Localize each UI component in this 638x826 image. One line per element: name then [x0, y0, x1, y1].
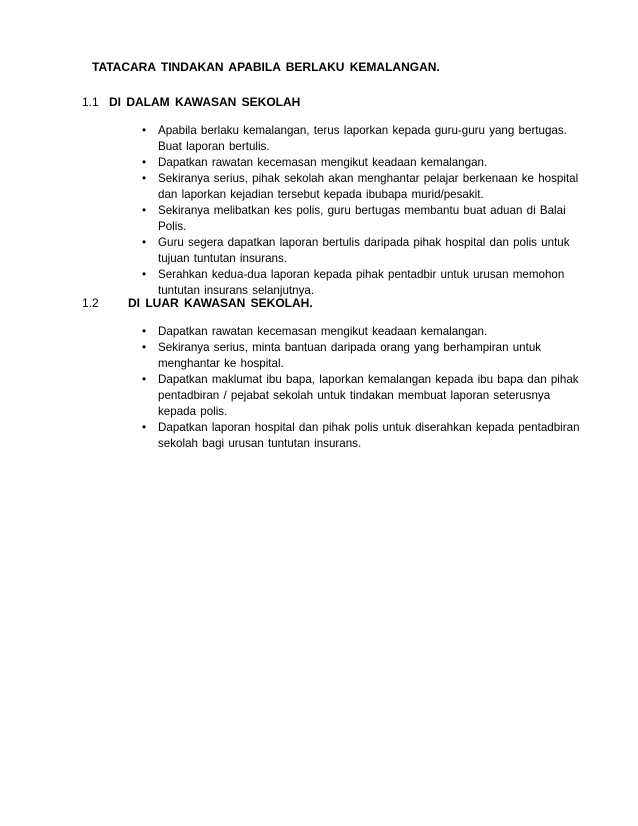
- list-item: [140, 203, 580, 235]
- bullet-icon: •: [142, 172, 147, 185]
- list-item-text: Serahkan kedua-dua laporan kepada pihak pentadbir untuk urusan memohon tuntutan insurans selanjutnya.: [158, 268, 565, 297]
- list-item-text: Dapatkan rawatan kecemasan mengikut keadaan kemalangan.: [158, 325, 488, 338]
- list-item: [140, 235, 580, 267]
- list-item: [140, 324, 580, 340]
- document-title: TATACARA TINDAKAN APABILA BERLAKU KEMALANGAN.: [92, 60, 440, 74]
- bullet-icon: •: [142, 236, 147, 249]
- section-number: 1.2: [82, 296, 99, 310]
- section-number: 1.1: [82, 95, 99, 109]
- list-item: [140, 171, 580, 203]
- list-item: [140, 340, 580, 372]
- list-item-text: Dapatkan rawatan kecemasan mengikut keadaan kemalangan.: [158, 156, 488, 169]
- bullet-list-1-1: [140, 123, 580, 299]
- list-item: [140, 155, 580, 171]
- list-item: [140, 372, 580, 420]
- list-item: [140, 267, 580, 299]
- section-title: DI DALAM KAWASAN SEKOLAH: [109, 95, 301, 109]
- bullet-icon: •: [142, 421, 147, 434]
- bullet-icon: •: [142, 204, 147, 217]
- list-item-text: Sekiranya serius, minta bantuan daripada orang yang berhampiran untuk menghantar ke hospital.: [158, 341, 542, 370]
- list-item-text: Sekiranya melibatkan kes polis, guru bertugas membantu buat aduan di Balai Polis.: [158, 204, 566, 233]
- list-item: [140, 123, 580, 155]
- list-item-text: Sekiranya serius, pihak sekolah akan menghantar pelajar berkenaan ke hospital dan laporkan kejadian tersebut kepada ibubapa murid/pesakit.: [158, 172, 579, 201]
- bullet-icon: •: [142, 124, 147, 137]
- list-item: [140, 420, 580, 452]
- bullet-icon: •: [142, 341, 147, 354]
- section-title: DI LUAR KAWASAN SEKOLAH.: [128, 296, 313, 310]
- list-item-text: Guru segera dapatkan laporan bertulis daripada pihak hospital dan polis untuk tujuan tuntutan insurans.: [158, 236, 570, 265]
- bullet-icon: •: [142, 373, 147, 386]
- list-item-text: Dapatkan maklumat ibu bapa, laporkan kemalangan kepada ibu bapa dan pihak pentadbiran / pejabat sekolah untuk tindakan membuat laporan seterusnya kepada polis.: [158, 373, 579, 418]
- list-item-text: Dapatkan laporan hospital dan pihak polis untuk diserahkan kepada pentadbiran sekolah bagi urusan tuntutan insurans.: [158, 421, 580, 450]
- bullet-list-1-2: [140, 324, 580, 452]
- bullet-icon: •: [142, 156, 147, 169]
- bullet-icon: •: [142, 325, 147, 338]
- bullet-icon: •: [142, 268, 147, 281]
- list-item-text: Apabila berlaku kemalangan, terus laporkan kepada guru-guru yang bertugas. Buat laporan bertulis.: [158, 124, 567, 153]
